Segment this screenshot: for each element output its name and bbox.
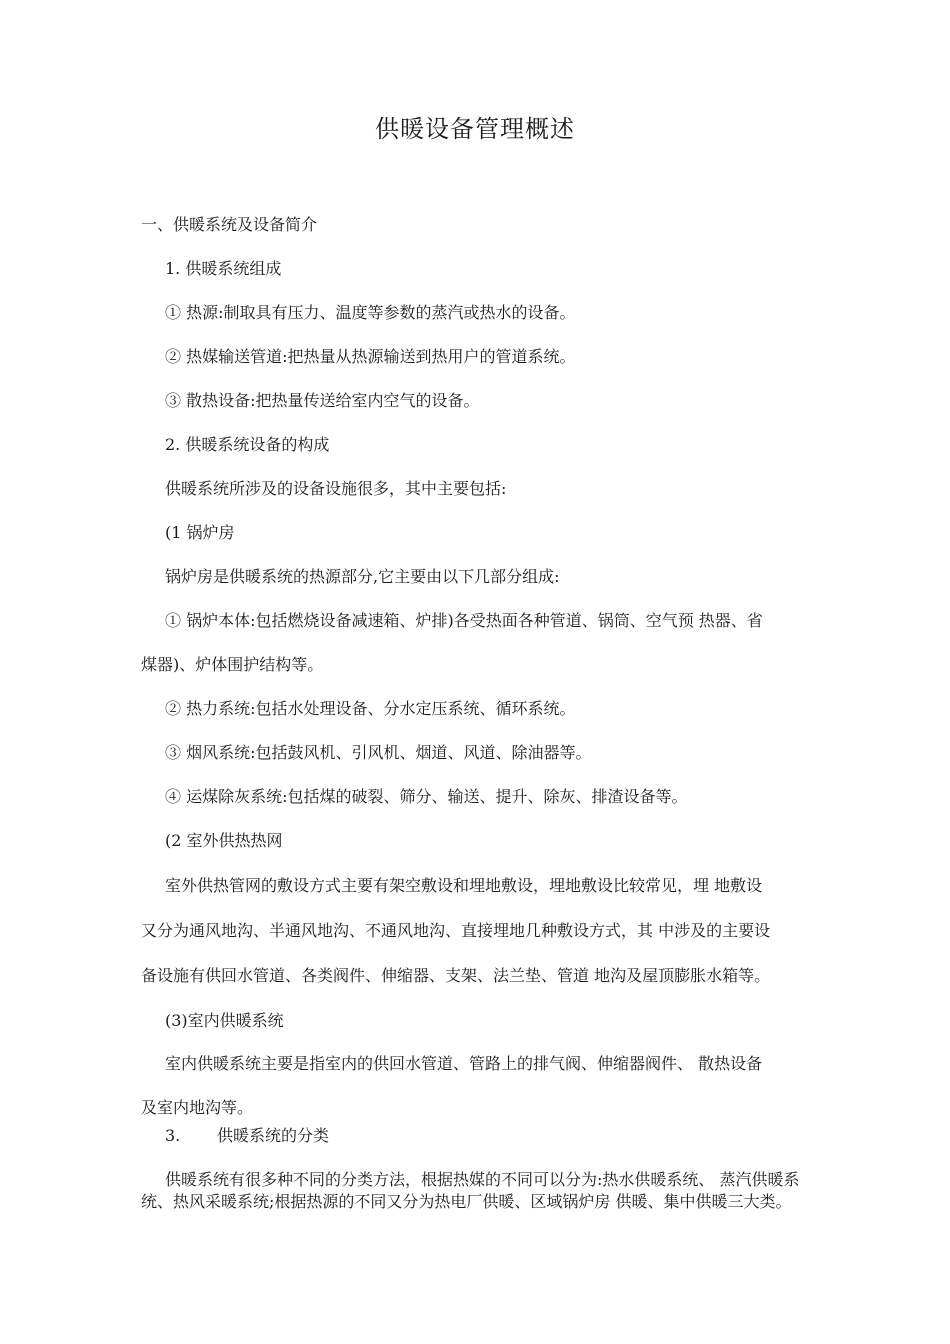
paragraph: 锅炉房是供暖系统的热源部分,它主要由以下几部分组成: (165, 567, 560, 586)
page-title: 供暖设备管理概述 (375, 115, 575, 143)
subsection-heading: 2. 供暖系统设备的构成 (165, 435, 330, 454)
paragraph-line: 又分为通风地沟、半通风地沟、不通风地沟、直接埋地几种敷设方式，其 中涉及的主要设 (141, 921, 771, 940)
subsection-number: 3. (165, 1126, 181, 1145)
paragraph-line: 室外供热管网的敷设方式主要有架空敷设和埋地敷设，埋地敷设比较常见，埋 地敷设 (165, 876, 763, 895)
subsection-heading: 1. 供暖系统组成 (165, 259, 282, 278)
paragraph: 供暖系统所涉及的设备设施很多，其中主要包括: (165, 479, 507, 498)
paragraph-line: 备设施有供回水管道、各类阀件、伸缩器、支架、法兰垫、管道 地沟及屋顶膨胀水箱等。 (141, 966, 771, 985)
list-item: ② 热力系统:包括水处理设备、分水定压系统、循环系统。 (165, 699, 576, 718)
list-item: ④ 运煤除灰系统:包括煤的破裂、筛分、输送、提升、除灰、排渣设备等。 (165, 787, 688, 806)
item-heading: (3)室内供暖系统 (165, 1011, 284, 1030)
list-item-continuation: 煤器)、炉体围护结构等。 (141, 655, 324, 674)
list-item: ① 热源:制取具有压力、温度等参数的蒸汽或热水的设备。 (165, 303, 576, 322)
item-heading: (1 锅炉房 (165, 523, 235, 542)
list-item: ③ 烟风系统:包括鼓风机、引风机、烟道、风道、除油器等。 (165, 743, 592, 762)
item-heading: (2 室外供热热网 (165, 831, 283, 850)
subsection-heading: 供暖系统的分类 (217, 1126, 330, 1145)
section-heading: 一、供暖系统及设备简介 (141, 215, 318, 234)
paragraph-line: 室内供暖系统主要是指室内的供回水管道、管路上的排气阀、伸缩器阀件、 散热设备 (165, 1054, 763, 1073)
paragraph: 供暖系统有很多种不同的分类方法，根据热媒的不同可以分为:热水供暖系统、 蒸汽供暖系统、热风采暖系统;根据热源的不同又分为热电厂供暖、区域锅炉房 供暖、集中供暖三大类。 (141, 1170, 800, 1211)
paragraph-line: 及室内地沟等。 (141, 1098, 254, 1117)
list-item: ② 热媒输送管道:把热量从热源输送到热用户的管道系统。 (165, 347, 576, 366)
list-item: ③ 散热设备:把热量传送给室内空气的设备。 (165, 391, 480, 410)
list-item: ① 锅炉本体:包括燃烧设备减速箱、炉排)各受热面各种管道、锅筒、空气预 热器、省 (165, 611, 763, 630)
